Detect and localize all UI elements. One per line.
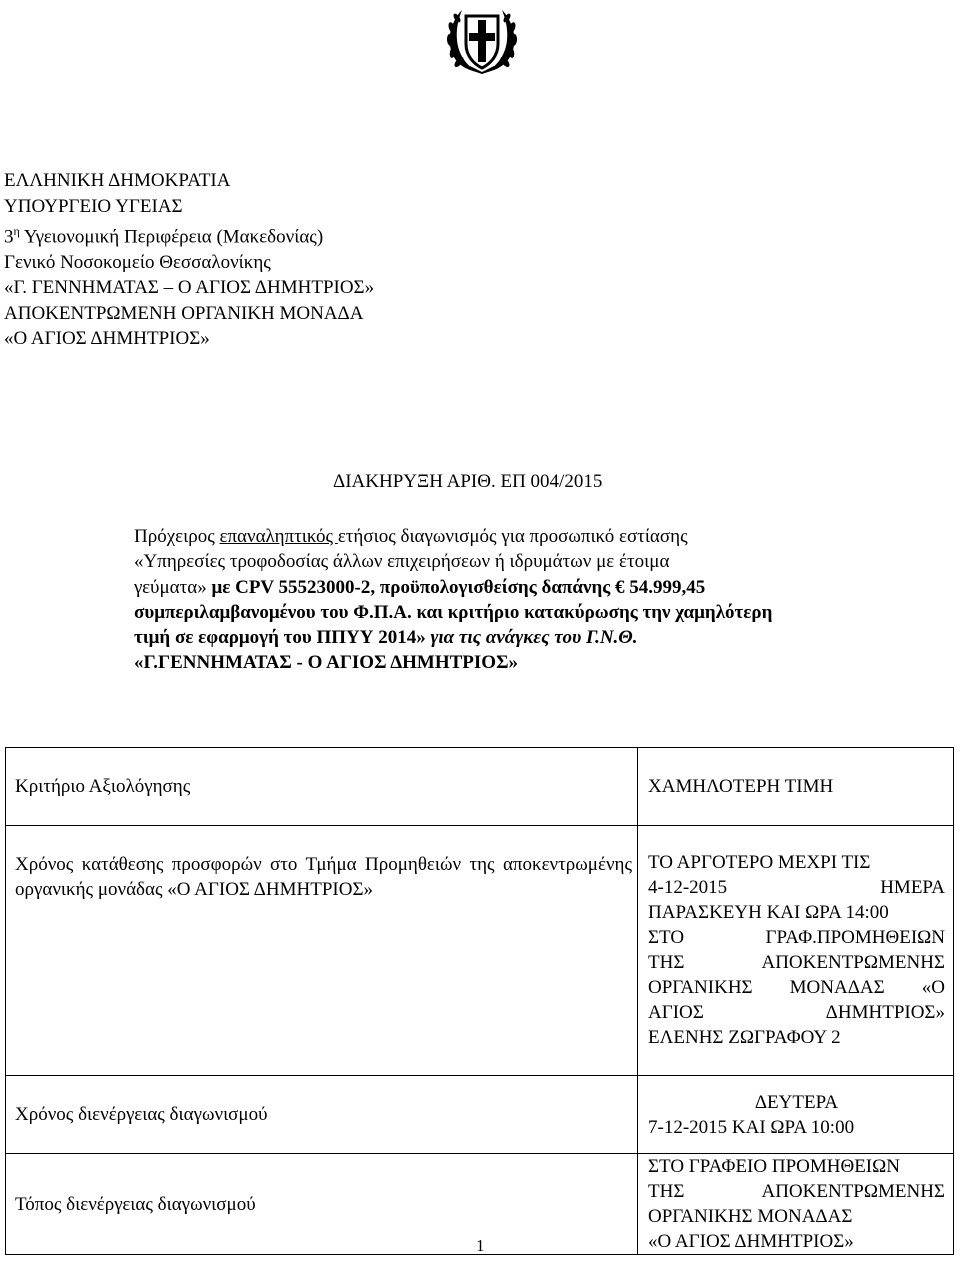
value-line xyxy=(648,1025,945,1050)
value-text: ΣΤΟ ΓΡΑΦΕΙΟ ΠΡΟΜΗΘΕΙΩΝ xyxy=(648,1156,900,1177)
value-line xyxy=(648,1179,945,1204)
value-text: ΤΗΣ xyxy=(648,952,685,973)
value-text: ΑΠΟΚΕΝΤΡΩΜΕΝΗΣ xyxy=(761,952,945,973)
region-ordinal-suffix: η xyxy=(13,224,20,238)
value-line xyxy=(648,1204,945,1229)
tender-description xyxy=(134,524,894,676)
value-text: 4-12-2015 xyxy=(648,877,728,898)
value-text: 7-12-2015 ΚΑΙ ΩΡΑ 10:00 xyxy=(648,1116,855,1138)
table-row xyxy=(6,748,954,826)
description-text: Πρόχειρος xyxy=(134,526,220,547)
value-text: ΤΗΣ xyxy=(648,1181,685,1202)
value-text: ΟΡΓΑΝΙΚΗΣ ΜΟΝΑΔΑΣ xyxy=(648,1206,853,1227)
header-line-health-region xyxy=(4,219,374,250)
value-line xyxy=(648,1090,945,1115)
description-underlined-text: επαναληπτικός xyxy=(219,526,338,547)
value-line xyxy=(648,975,945,1000)
description-line-6: «Γ.ΓΕΝΝΗΜΑΤΑΣ - Ο ΑΓΙΟΣ ΔΗΜΗΤΡΙΟΣ» xyxy=(134,652,518,674)
value-line xyxy=(648,1115,945,1140)
header-line-republic: ΕΛΛΗΝΙΚΗ ΔΗΜΟΚΡΑΤΙΑ xyxy=(4,170,231,191)
description-line-4: συμπεριλαμβανομένου του Φ.Π.Α. και κριτήριο κατακύρωσης την χαμηλότερη xyxy=(134,601,773,623)
value-line xyxy=(648,1229,945,1254)
document-title: ΔΙΑΚΗΡΥΞΗ ΑΡΙΘ. ΕΠ 004/2015 xyxy=(333,471,603,492)
value-text: ΔΕΥΤΕΡΑ xyxy=(754,1091,839,1113)
description-bold-text: τιμή σε εφαρμογή του ΠΠΥΥ 2014» xyxy=(134,627,431,649)
page-number: 1 xyxy=(476,1236,485,1255)
tender-details-table xyxy=(5,747,954,1255)
value-line xyxy=(648,900,945,925)
description-line-2: «Υπηρεσίες τροφοδοσίας άλλων επιχειρήσεων ή ιδρυμάτων με έτοιμα xyxy=(134,551,670,573)
header-line-unit-name: «Ο ΑΓΙΟΣ ΔΗΜΗΤΡΙΟΣ» xyxy=(4,328,210,350)
header-line-ministry: ΥΠΟΥΡΓΕΙΟ ΥΓΕΙΑΣ xyxy=(4,195,183,217)
value-text: ΜΟΝΑΔΑΣ xyxy=(789,977,885,998)
conduct-place-value-cell xyxy=(638,1154,954,1255)
description-line-5 xyxy=(134,625,894,650)
value-text: ΗΜΕΡΑ xyxy=(880,877,945,898)
header-line-hospital-name: «Γ. ΓΕΝΝΗΜΑΤΑΣ – Ο ΑΓΙΟΣ ΔΗΜΗΤΡΙΟΣ» xyxy=(4,277,375,299)
header-line-unit: ΑΠΟΚΕΝΤΡΩΜΕΝΗ ΟΡΓΑΝΙΚΗ ΜΟΝΑΔΑ xyxy=(4,302,364,324)
region-number: 3 xyxy=(4,226,14,248)
description-line-3 xyxy=(134,575,894,600)
region-name: Υγειονομική Περιφέρεια (Μακεδονίας) xyxy=(19,226,324,248)
value-line xyxy=(648,1000,945,1025)
criterion-value-cell: ΧΑΜΗΛΟΤΕΡΗ ΤΙΜΗ xyxy=(638,748,954,826)
value-text: ΔΗΜΗΤΡΙΟΣ» xyxy=(825,1002,945,1023)
description-text: ετήσιος διαγωνισμός για προσωπικό εστίασης xyxy=(337,526,688,547)
value-text: ΟΡΓΑΝΙΚΗΣ xyxy=(648,977,753,998)
criterion-label-cell: Κριτήριο Αξιολόγησης xyxy=(6,748,638,826)
conduct-time-label-cell: Χρόνος διενέργειας διαγωνισμού xyxy=(6,1076,638,1154)
value-text: ΑΓΙΟΣ xyxy=(648,1002,704,1023)
value-text: ΤΟ ΑΡΓΟΤΕΡΟ ΜΕΧΡΙ ΤΙΣ xyxy=(648,852,871,873)
value-line xyxy=(648,875,945,900)
description-text: γεύματα» xyxy=(134,576,212,598)
value-line xyxy=(648,925,945,950)
value-text: «Ο xyxy=(921,977,945,998)
description-bold-text: για τις ανάγκες του Γ.Ν.Θ. xyxy=(430,627,638,649)
value-text: «Ο ΑΓΙΟΣ ΔΗΜΗΤΡΙΟΣ» xyxy=(648,1231,854,1252)
submission-time-value-cell xyxy=(638,826,954,1076)
submission-time-label-cell: Χρόνος κατάθεσης προσφορών στο Τμήμα Προμηθειών της αποκεντρωμένης οργανικής μονάδας «Ο ΑΓΙΟΣ ΔΗΜΗΤΡΙΟΣ» xyxy=(6,826,638,1076)
value-text: ΠΑΡΑΣΚΕΥΗ ΚΑΙ ΩΡΑ 14:00 xyxy=(648,902,889,923)
header-line-hospital: Γενικό Νοσοκομείο Θεσσαλονίκης xyxy=(4,251,271,273)
value-text: ΓΡΑΦ.ΠΡΟΜΗΘΕΙΩΝ xyxy=(765,927,945,948)
value-line xyxy=(648,950,945,975)
description-line-1 xyxy=(134,524,894,549)
greek-coat-of-arms-emblem xyxy=(440,6,524,74)
value-line xyxy=(648,850,945,875)
value-line xyxy=(648,1154,945,1179)
description-bold-text: με CPV 55523000-2, προϋπολογισθείσης δαπάνης € 54.999,45 xyxy=(211,576,706,598)
issuing-authority-header xyxy=(4,168,374,352)
table-row xyxy=(6,826,954,1076)
value-text: ΑΠΟΚΕΝΤΡΩΜΕΝΗΣ xyxy=(761,1181,945,1202)
value-text: ΕΛΕΝΗΣ ΖΩΓΡΑΦΟΥ 2 xyxy=(648,1027,841,1048)
value-text: ΣΤΟ xyxy=(648,927,685,948)
table-row xyxy=(6,1076,954,1154)
conduct-place-label-cell: Τόπος διενέργειας διαγωνισμού xyxy=(6,1154,638,1255)
conduct-time-value-cell xyxy=(638,1076,954,1154)
